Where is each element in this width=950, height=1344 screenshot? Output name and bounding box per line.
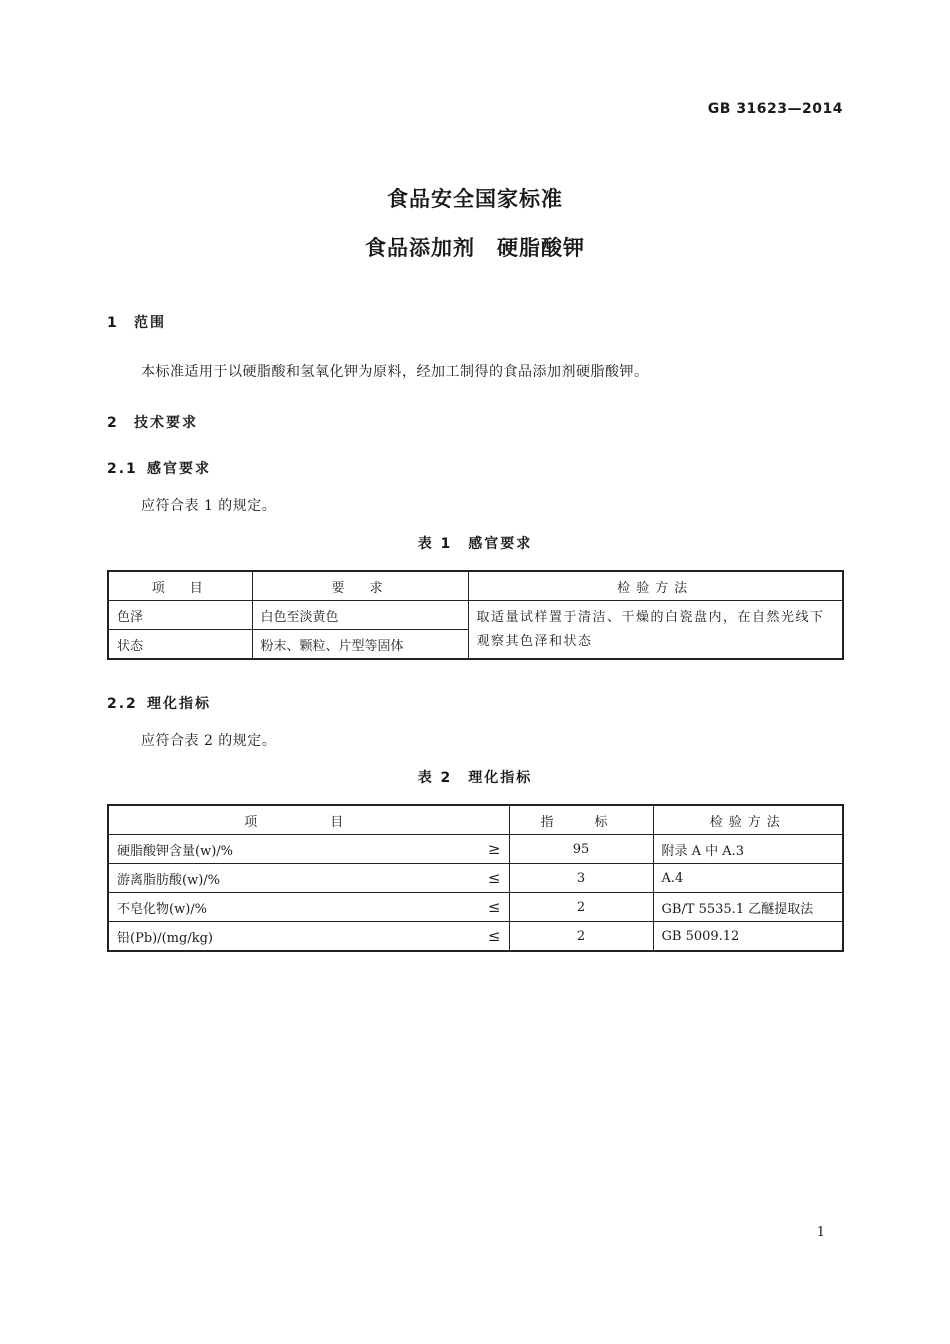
cell-value: 2 (509, 893, 653, 922)
section-title: 技术要求 (134, 415, 198, 431)
table-row (108, 922, 843, 952)
cell-symbol: ≤ (473, 893, 509, 922)
table-1 (107, 570, 844, 660)
cell-item: 硬脂酸钾含量(w)/% (108, 835, 473, 864)
table-1-caption: 表 1 感官要求 (417, 536, 533, 552)
cell-method: A.4 (653, 864, 843, 893)
cell-symbol: ≥ (473, 835, 509, 864)
cell-item: 色泽 (108, 601, 252, 630)
section-title: 感官要求 (147, 461, 211, 477)
table-row (108, 835, 843, 864)
header-method: 检验方法 (653, 805, 843, 835)
cell-method: GB/T 5535.1 乙醚提取法 (653, 893, 843, 922)
section-1-heading (107, 312, 166, 332)
cell-item: 不皂化物(w)/% (108, 893, 473, 922)
cell-requirement: 粉末、颗粒、片型等固体 (252, 630, 468, 660)
cell-item: 状态 (108, 630, 252, 660)
table-row (108, 864, 843, 893)
cell-method: GB 5009.12 (653, 922, 843, 952)
cell-value: 95 (509, 835, 653, 864)
page-number: 1 (816, 1225, 825, 1240)
section-2-1-heading (107, 458, 211, 478)
standard-code: GB 31623—2014 (707, 101, 843, 117)
section-number: 2.1 (107, 461, 138, 477)
section-2-2-heading (107, 693, 211, 713)
cell-value: 3 (509, 864, 653, 893)
section-2-1-body: 应符合表 1 的规定。 (141, 498, 277, 514)
cell-item: 游离脂肪酸(w)/% (108, 864, 473, 893)
header-value: 指 标 (509, 805, 653, 835)
table-row (108, 893, 843, 922)
cell-symbol: ≤ (473, 922, 509, 952)
cell-item: 铅(Pb)/(mg/kg) (108, 922, 473, 952)
cell-method: 附录 A 中 A.3 (653, 835, 843, 864)
section-number: 2.2 (107, 696, 138, 712)
table-header-row (108, 805, 843, 835)
header-item: 项 目 (108, 805, 509, 835)
table-header-row (108, 571, 843, 601)
section-2-2-body: 应符合表 2 的规定。 (141, 733, 277, 749)
cell-symbol: ≤ (473, 864, 509, 893)
table-2-caption: 表 2 理化指标 (417, 770, 533, 786)
header-requirement: 要 求 (252, 571, 468, 601)
cell-value: 2 (509, 922, 653, 952)
section-title: 范围 (134, 315, 166, 331)
section-title: 理化指标 (147, 696, 211, 712)
table-2 (107, 804, 844, 952)
cell-method: 取适量试样置于清洁、干燥的白瓷盘内，在自然光线下观察其色泽和状态 (468, 601, 843, 660)
header-method: 检验方法 (468, 571, 843, 601)
section-number: 2 (107, 415, 119, 431)
document-title: 食品安全国家标准 (387, 187, 563, 211)
section-1-body: 本标准适用于以硬脂酸和氢氧化钾为原料，经加工制得的食品添加剂硬脂酸钾。 (141, 364, 649, 380)
cell-requirement: 白色至淡黄色 (252, 601, 468, 630)
table-row (108, 601, 843, 630)
section-number: 1 (107, 315, 119, 331)
header-item: 项 目 (108, 571, 252, 601)
document-subtitle: 食品添加剂 硬脂酸钾 (365, 236, 585, 260)
section-2-heading (107, 412, 198, 432)
